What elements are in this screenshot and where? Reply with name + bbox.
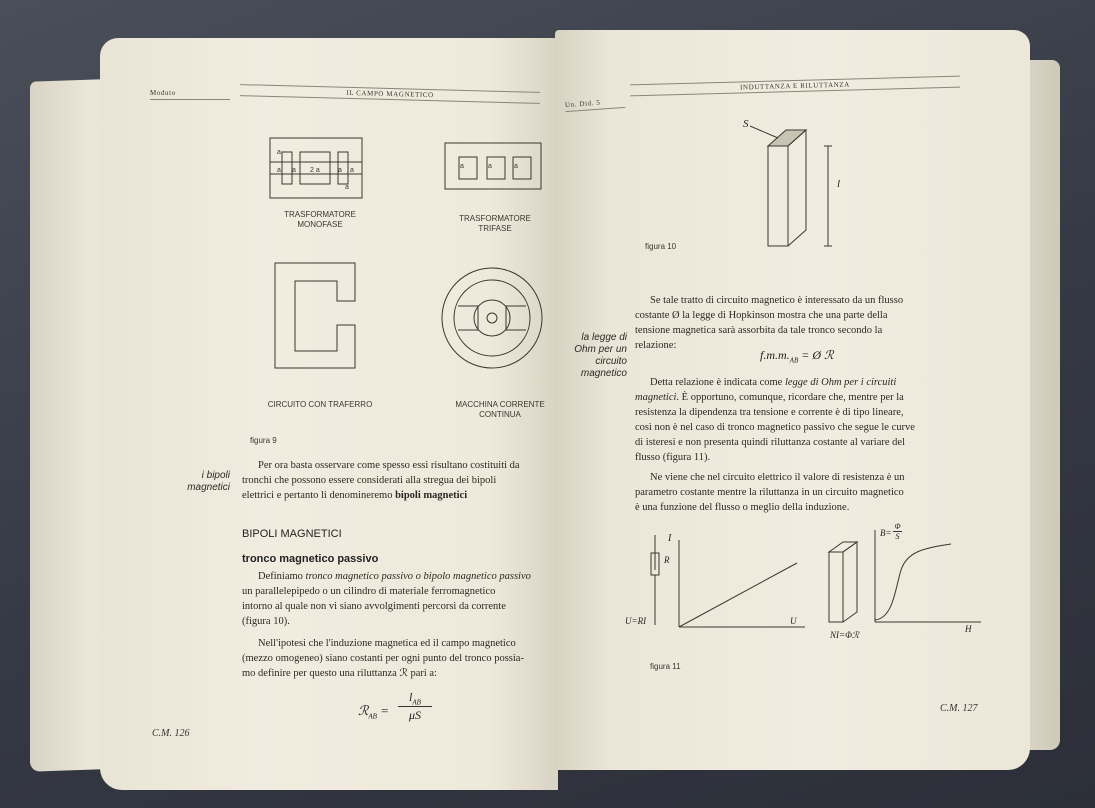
- tri-label-a3: a: [514, 163, 518, 170]
- airgap-circuit-label: CIRCUITO CON TRAFERRO: [267, 400, 373, 409]
- para-definition-line1-text: Definiamo: [258, 571, 303, 582]
- fig11-hysteresis-graph: [823, 530, 983, 640]
- para-bipoli-line3: [242, 488, 552, 503]
- fig11-label-I: I: [668, 533, 672, 544]
- para-ohm-line1: [650, 375, 1020, 390]
- para-definition-italic: tronco magnetico passivo o bipolo magnetico passivo: [305, 571, 531, 582]
- reluctance-formula: [358, 703, 389, 721]
- right-header-unit: [565, 96, 626, 112]
- ohm-formula-rhs: = Ø ℛ: [798, 348, 834, 362]
- para-ohm-line4: così non è nel caso di tronco magnetico passivo che segue le curve: [635, 422, 915, 433]
- mono-label-a3: a: [338, 167, 342, 174]
- formula-denominator: μS: [408, 708, 422, 722]
- para-hopkinson-line3: tensione magnetica sarà assorbita da tale tronco secondo la: [635, 325, 883, 336]
- monophase-transformer-drawing: [270, 138, 370, 218]
- left-header-module-text: Moduto: [150, 89, 176, 97]
- mono-label-a5: a: [292, 167, 296, 174]
- fig11-B-numerator: Φ: [894, 522, 901, 531]
- dc-machine-drawing: [440, 266, 550, 376]
- figure11-caption: figura 11: [650, 662, 681, 671]
- para-definition-line1: [258, 569, 558, 584]
- para-definition-line4: (figura 10).: [242, 616, 290, 627]
- fig11-label-U: U: [790, 616, 797, 626]
- left-header-chapter-text: IL CAMPO MAGNETICO: [346, 88, 434, 100]
- para-definition-line3: intorno al quale non vi siano avvolgimenti percorsi da corrente: [242, 601, 506, 612]
- tri-label-a2: a: [488, 163, 492, 170]
- left-header-module: [150, 88, 230, 100]
- formula-reluctance-symbol: ℛ: [358, 703, 369, 718]
- fig11-electric-graph: [647, 535, 807, 635]
- para-reluctance-line3: è una funzione del flusso o meglio della induzione.: [635, 502, 850, 513]
- para-ohm-line2-italic: magnetici: [635, 392, 677, 403]
- section-heading-bipoli: BIPOLI MAGNETICI: [242, 528, 342, 540]
- ohm-magnetic-formula: [760, 348, 834, 364]
- parallelepiped-drawing: [760, 128, 850, 258]
- right-page-number: C.M. 127: [940, 703, 978, 714]
- para-ohm-line2: [635, 390, 1025, 405]
- para-ohm-line3: resistenza la dipendenza tra tensione e corrente è di tipo lineare,: [635, 407, 904, 418]
- para-bipoli-bold-term: bipoli magnetici: [395, 490, 468, 501]
- fig11-B-denominator: S: [895, 532, 900, 541]
- left-header-chapter: [240, 84, 540, 104]
- mono-label-2a: 2 a: [310, 167, 320, 174]
- mono-label-a4: a: [350, 167, 354, 174]
- ohm-formula-mmf: f.m.m.: [760, 348, 790, 362]
- mono-transformer-label: TRASFORMATORE MONOFASE: [284, 210, 356, 229]
- para-ohm-line6: flusso (figura 11).: [635, 452, 711, 463]
- para-hypothesis-line3: mo definire per questo una riluttanza ℛ pari a:: [242, 668, 437, 679]
- para-ohm-line5: di isteresi e non presenta quindi riluttanza costante al variare del: [635, 437, 905, 448]
- formula-numerator: [398, 690, 432, 707]
- para-hypothesis-line2: (mezzo omogeneo) siano costanti per ogni punto del tronco possia-: [242, 653, 524, 664]
- para-definition-line2: un parallelepipedo o un cilindro di materiale ferromagnetico: [242, 586, 496, 597]
- tri-transformer-label: TRASFORMATORE TRIFASE: [459, 214, 531, 233]
- dc-machine-label: MACCHINA CORRENTE CONTINUA: [455, 400, 545, 419]
- para-reluctance-line2: parametro costante mentre la riluttanza in un circuito magnetico: [635, 487, 904, 498]
- para-reluctance-line1: Ne viene che nel circuito elettrico il valore di resistenza è un: [650, 472, 905, 483]
- formula-equals: =: [380, 703, 389, 718]
- para-hopkinson-line1: Se tale tratto di circuito magnetico è interessato da un flusso: [650, 295, 904, 306]
- para-hypothesis-line1: Nell'ipotesi che l'induzione magnetica ed il campo magnetico: [258, 638, 516, 649]
- fig11-B-text: B=: [880, 528, 892, 538]
- ohm-formula-sub: AB: [789, 356, 799, 365]
- mono-label-a6: a: [345, 184, 349, 191]
- figure10-caption: figura 10: [645, 242, 677, 251]
- formula-numerator-l: l: [409, 690, 413, 704]
- right-header-chapter-text: INDUTTANZA E RILUTTANZA: [739, 80, 851, 92]
- para-ohm-line1-italic: legge di Ohm per i circuiti: [784, 377, 897, 388]
- para-bipoli-line1: Per ora basta osservare come spesso essi risultano costituiti da: [258, 460, 520, 471]
- fig11-label-NI: NI=Φℛ: [830, 630, 860, 640]
- fig10-label-l: l: [837, 178, 841, 190]
- right-header-chapter: [630, 76, 960, 97]
- para-ohm-line1-text: Detta relazione è indicata come: [650, 377, 783, 388]
- para-hopkinson-line4: relazione:: [635, 340, 677, 351]
- para-ohm-line2-text: . È opportuno, comunque, ricordare che, mentre per la: [676, 392, 904, 403]
- triphase-transformer-drawing: [445, 143, 545, 213]
- mono-label-a1: a: [277, 149, 281, 156]
- fig11-label-R: R: [664, 555, 670, 565]
- fig11-label-B: [880, 528, 892, 538]
- fig10-label-S: S: [743, 118, 749, 130]
- mono-label-a2: a: [277, 167, 281, 174]
- right-page: [555, 30, 1030, 770]
- left-page-number: C.M. 126: [152, 728, 190, 739]
- formula-reluctance-sub: AB: [368, 712, 377, 721]
- figure9-caption: figura 9: [250, 436, 277, 445]
- fig11-label-U-RI: U=RI: [625, 616, 647, 626]
- para-hopkinson-line2: costante Ø la legge di Hopkinson mostra che una parte della: [635, 310, 888, 321]
- formula-numerator-sub: AB: [412, 698, 421, 707]
- fig11-label-H: H: [965, 624, 972, 634]
- right-header-unit-text: Un. Did. 5: [564, 98, 601, 110]
- tri-label-a1: a: [460, 163, 464, 170]
- margin-note-bipoli: i bipoli magnetici: [187, 470, 230, 493]
- subheading-passive-trunk: tronco magnetico passivo: [242, 553, 379, 565]
- margin-note-ohm-law: la legge di Ohm per un circuito magnetico: [574, 332, 627, 379]
- para-bipoli-line3-text: elettrici e pertanto li denomineremo: [242, 490, 393, 501]
- airgap-circuit-drawing: [275, 263, 365, 373]
- left-page: [100, 38, 558, 790]
- para-bipoli-line2: tronchi che possono essere considerati alla stregua dei bipoli: [242, 475, 497, 486]
